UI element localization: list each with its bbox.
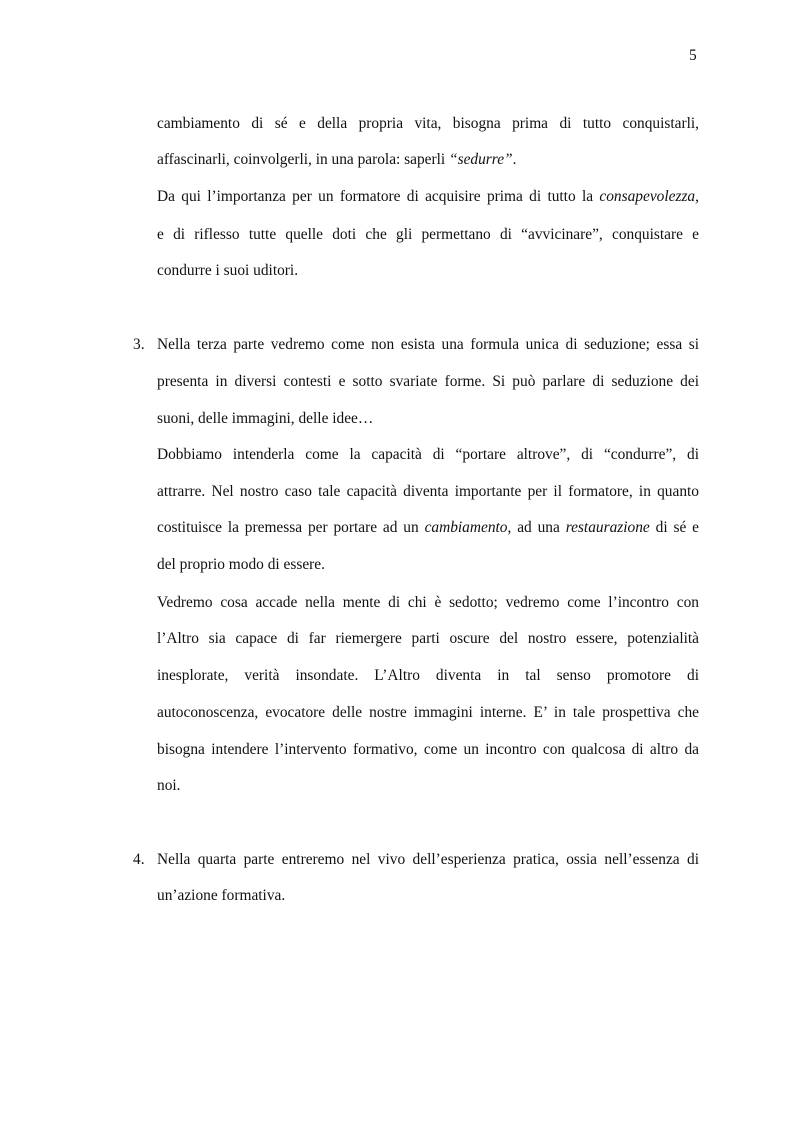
item-3-line-6 [157, 519, 699, 537]
intro-line-5: condurre i suoi uditori. [157, 262, 299, 279]
intro-line-1: cambiamento di sé e della propria vita, bisogna prima di tutto conquistarli, [157, 115, 699, 132]
intro-line-3 [157, 188, 699, 206]
item-4-number: 4. [133, 851, 145, 868]
item-3-line-9: l’Altro sia capace di far riemergere parti oscure del nostro essere, potenzialità [157, 630, 699, 647]
item-3-line-10: inesplorate, verità insondate. L’Altro diventa in tal senso promotore di [157, 667, 699, 684]
item-3-line-7: del proprio modo di essere. [157, 556, 325, 573]
item-3-line-2: presenta in diversi contesti e sotto svariate forme. Si può parlare di seduzione dei [157, 373, 699, 390]
item-3-line-6-text: costituisce la premessa per portare ad un [157, 519, 425, 536]
item-3-line-6-mid: , ad una [507, 519, 566, 536]
item-3-emphasis-cambiamento: cambiamento [424, 519, 508, 536]
item-3-line-5: attrarre. Nel nostro caso tale capacità diventa importante per il formatore, in quanto [157, 483, 699, 500]
item-4-line-1: Nella quarta parte entreremo nel vivo dell’esperienza pratica, ossia nell’essenza di [157, 851, 699, 868]
intro-line-2 [157, 151, 699, 169]
intro-line-2-text: affascinarli, coinvolgerli, in una parola: saperli [157, 151, 450, 168]
intro-line-4: e di riflesso tutte quelle doti che gli permettano di “avvicinare”, conquistare e [157, 226, 699, 243]
item-3-line-4: Dobbiamo intenderla come la capacità di “portare altrove”, di “condurre”, di [157, 446, 699, 463]
item-3-line-8: Vedremo cosa accade nella mente di chi è sedotto; vedremo come l’incontro con [157, 594, 699, 611]
item-3-line-12: bisogna intendere l’intervento formativo, come un incontro con qualcosa di altro da [157, 741, 699, 758]
item-3-line-6-end: di sé e [649, 519, 699, 536]
item-3-line-11: autoconoscenza, evocatore delle nostre immagini interne. E’ in tale prospettiva che [157, 704, 699, 721]
item-3-line-1: Nella terza parte vedremo come non esista una formula unica di seduzione; essa si [157, 336, 699, 353]
page-number: 5 [689, 47, 697, 64]
intro-emphasis-sedurre: “sedurre” [449, 151, 513, 168]
intro-emphasis-consapevolezza: consapevolezza [599, 188, 696, 205]
item-3-emphasis-restaurazione: restaurazione [565, 519, 650, 536]
item-4-line-2: un’azione formativa. [157, 887, 286, 904]
item-3-number: 3. [133, 336, 145, 353]
intro-line-3-end: , [695, 188, 699, 205]
item-3-line-3: suoni, delle immagini, delle idee… [157, 410, 374, 427]
intro-line-2-end: . [512, 151, 517, 168]
item-3-line-13: noi. [157, 777, 181, 794]
intro-line-3-text: Da qui l’importanza per un formatore di acquisire prima di tutto la [157, 188, 600, 205]
